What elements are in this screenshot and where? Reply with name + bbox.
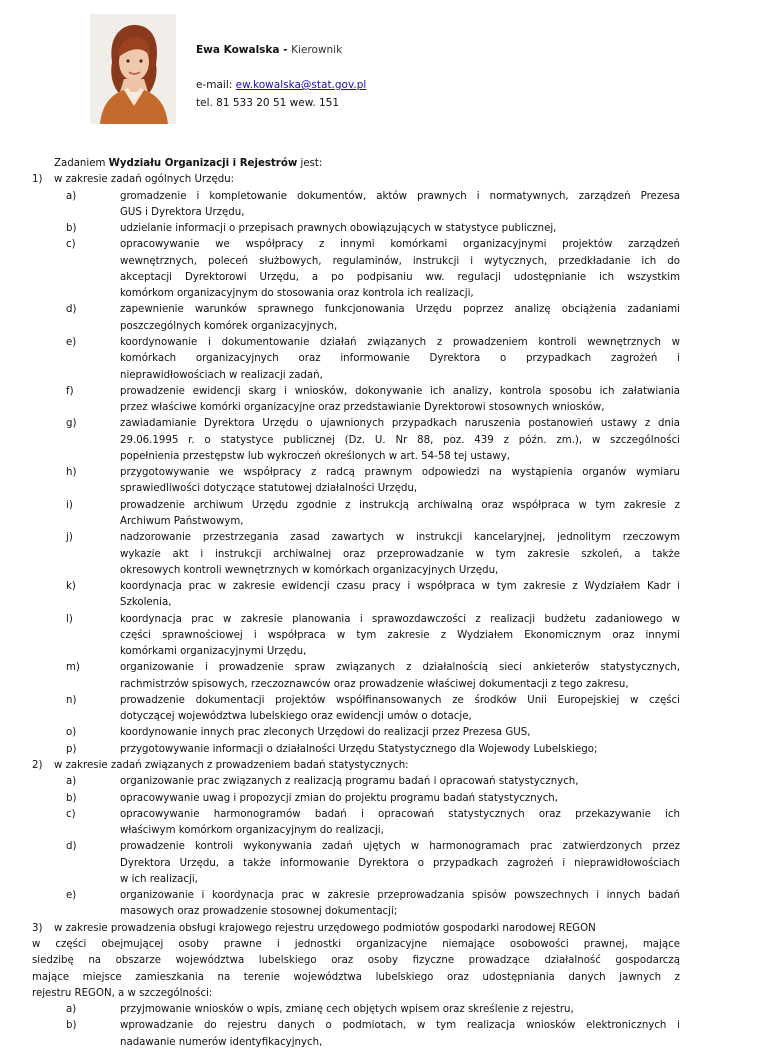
list-item-label: g) xyxy=(66,418,77,430)
list-item-label: m) xyxy=(66,662,80,674)
list-item-label: i) xyxy=(66,499,73,511)
list-item-text: prowadzenie kontroli wykonywania zadań ujętych w harmonogramach prac zatwierdzonych przez xyxy=(120,841,680,853)
list-item-text: gromadzenie i kompletowanie dokumentów, aktów prawnych i normatywnych, zarządzeń Prezesa xyxy=(120,190,680,202)
list-item-label: b) xyxy=(66,792,77,804)
list-item-text: prowadzenie dokumentacji projektów współfinansowanych ze środków Unii Europejskiej w części xyxy=(120,694,680,706)
email-link[interactable]: ew.kowalska@stat.gov.pl xyxy=(235,79,367,91)
list-item-text: udzielanie informacji o przepisach prawnych obowiązujących w statystyce publicznej, xyxy=(120,223,557,235)
list-item-text: komórkom organizacyjnym do stosowania oraz kontrola ich realizacji, xyxy=(120,288,474,300)
list-item-text: zapewnienie warunków sprawnego funkcjonowania Urzędu poprzez analizę obciążenia zadaniami xyxy=(120,304,680,316)
list-item-text: dotyczącej województwa lubelskiego oraz ewidencji umów o dotacje, xyxy=(120,711,472,723)
list-item-text: prowadzenie ewidencji skarg i wniosków, dokonywanie ich analizy, kontrola sposobu ich załatwiania xyxy=(120,385,680,397)
list-item-text: nieprawidłowościach w realizacji zadań, xyxy=(120,369,323,381)
contact-name-line xyxy=(196,44,342,57)
paragraph-text: w części obejmującej osoby prawne i jednostki organizacyjne niemające osobowości prawnej, mające xyxy=(32,939,680,950)
list-item-label: c) xyxy=(66,808,76,820)
list-item-label: k) xyxy=(66,581,76,592)
list-item-text: organizowanie prac związanych z realizacją programu badań i opracowań statystycznych, xyxy=(120,776,579,788)
list-item-text: wykazie akt i instrukcji archiwalnej oraz przeprowadzanie w tym zakresie szkoleń, a także xyxy=(120,548,680,560)
paragraph-text: mające miejsce zamieszkania na terenie województwa lubelskiego oraz udostępniania danych jawnych z xyxy=(32,971,680,983)
list-item-text: części sprawnościowej i współpraca w tym zakresie z Wydziałem Ekonomicznym oraz innymi xyxy=(120,629,680,641)
list-item-text: w ich realizacji, xyxy=(120,873,198,885)
list-item-label: f) xyxy=(66,385,74,397)
list-item-text: GUS i Dyrektora Urzędu, xyxy=(120,206,245,218)
list-item-label: l) xyxy=(66,613,73,625)
list-item-label: a) xyxy=(66,1004,77,1015)
list-item-text: opracowywanie harmonogramów badań i opracowań statystycznych oraz przekazywanie ich xyxy=(120,808,680,820)
list-item-text: opracowywanie uwag i propozycji zmian do projektu programu badań statystycznych, xyxy=(120,792,558,804)
list-item-label: e) xyxy=(66,890,77,902)
list-item-label: b) xyxy=(66,223,77,235)
list-item-label: j) xyxy=(66,532,73,544)
list-item-label: d) xyxy=(66,304,77,316)
department-name: Wydziału Organizacji i Rejestrów xyxy=(108,158,298,169)
list-item-text: przez właściwe komórki organizacyjne oraz przedstawianie Dyrektorowi stosownych wniosków, xyxy=(120,402,605,413)
list-item-label: c) xyxy=(66,239,76,251)
list-item-text: akceptacji Dyrektorowi Urzędu, a po podpisaniu ww. regulacji udostępnianie ich wszystkim xyxy=(120,271,680,283)
contact-email-line xyxy=(196,79,366,92)
section-label: 3) xyxy=(32,922,43,934)
list-item-text: koordynowanie innych prac zleconych Urzędowi do realizacji przez Prezesa GUS, xyxy=(120,727,531,739)
list-item-text: rachmistrzów spisowych, rzeczoznawców oraz prowadzenie właściwej dokumentacji z tego zakresu, xyxy=(120,678,629,690)
email-label: e-mail: xyxy=(196,79,236,91)
list-item-text: organizowanie i koordynacja prac w zakresie przeprowadzania spisów powszechnych i innych badań xyxy=(120,890,680,902)
list-item-text: właściwym komórkom organizacyjnym do realizacji, xyxy=(120,825,384,837)
person-role: Kierownik xyxy=(291,44,343,56)
profile-photo xyxy=(90,14,176,124)
list-item-label: p) xyxy=(66,743,77,755)
list-item-text: masowych oraz prowadzenie stosownej dokumentacji; xyxy=(120,906,398,918)
list-item-label: e) xyxy=(66,337,77,348)
list-item-text: okresowych kontroli wewnętrznych w komórkach organizacyjnych Urzędu, xyxy=(120,564,499,576)
list-item-text: prowadzenie archiwum Urzędu zgodnie z instrukcją archiwalną oraz współpraca w tym zakresie z xyxy=(120,499,680,511)
list-item-text: 29.06.1995 r. o statystyce publicznej (Dz. U. Nr 88, poz. 439 z późn. zm.), w szczególności xyxy=(120,434,680,446)
list-item-text: koordynowanie i dokumentowanie działań związanych z prowadzeniem kontroli wewnętrznych w xyxy=(120,337,680,348)
list-item-text: koordynacja prac w zakresie ewidencji czasu pracy i współpraca w tym zakresie z Wydziałem Kadr i xyxy=(120,581,680,592)
paragraph-text: rejestru REGON, a w szczególności: xyxy=(32,987,213,999)
list-item-text: popełnienia przestępstw lub wykroczeń określonych w art. 54-58 tej ustawy, xyxy=(120,450,510,462)
section-label: 1) xyxy=(32,174,43,186)
list-item-text: przygotowywanie informacji o działalności Urzędu Statystycznego dla Wojewody Lubelskiego; xyxy=(120,743,598,755)
list-item-label: a) xyxy=(66,190,77,202)
list-item-text: komórkami organizacyjnymi Urzędu, xyxy=(120,646,307,658)
list-item-text: sprawiedliwości dotyczące statutowej działalności Urzędu, xyxy=(120,483,418,495)
list-item-text: organizowanie i prowadzenie spraw związanych z działalnością sieci ankieterów statystycznych, xyxy=(120,662,680,674)
list-item-text: przygotowywanie we współpracy z radcą prawnym odpowiedzi na wystąpienia organów wymiaru xyxy=(120,467,680,479)
list-item-text: nadzorowanie przestrzegania zasad zawartych w instrukcji kancelaryjnej, jednolitym rzeczowym xyxy=(120,532,680,544)
list-item-text: opracowywanie we współpracy z innymi komórkami organizacyjnymi projektów zarządzeń xyxy=(120,239,680,251)
list-item-text: komórkach organizacyjnych oraz informowanie Dyrektora o przypadkach zagrożeń i xyxy=(120,353,680,365)
list-item-label: o) xyxy=(66,727,77,739)
contact-phone: tel. 81 533 20 51 wew. 151 xyxy=(196,97,340,109)
list-item-text: zawiadamianie Dyrektora Urzędu o ujawnionych przypadkach naruszenia postanowień ustawy z dnia xyxy=(120,418,680,430)
list-item-label: a) xyxy=(66,776,77,788)
list-item-label: n) xyxy=(66,694,77,706)
paragraph-text: siedzibę na obszarze województwa lubelskiego oraz osoby fizyczne prowadzące działalność gospodarczą xyxy=(32,955,680,967)
list-item-text: Archiwum Państwowym, xyxy=(120,515,244,527)
list-item-text: wprowadzanie do rejestru danych o podmiotach, w tym realizacja wniosków elektronicznych i xyxy=(120,1020,680,1032)
intro-suffix: jest: xyxy=(297,158,323,169)
name-separator: - xyxy=(279,44,292,56)
list-item-text: Szkolenia, xyxy=(120,597,172,609)
intro-prefix: Zadaniem xyxy=(54,158,109,169)
list-item-label: h) xyxy=(66,467,77,479)
intro-text xyxy=(54,156,322,172)
list-item-text: Dyrektora Urzędu, a także informowanie Dyrektora o przypadkach zagrożeń i nieprawidłowościach xyxy=(120,857,680,869)
section-title: w zakresie zadań związanych z prowadzeniem badań statystycznych: xyxy=(54,760,409,771)
list-item-text: przyjmowanie wniosków o wpis, zmianę cech objętych wpisem oraz skreślenie z rejestru, xyxy=(120,1004,574,1015)
list-item-label: d) xyxy=(66,841,77,853)
section-label: 2) xyxy=(32,760,43,771)
section-title: w zakresie zadań ogólnych Urzędu: xyxy=(54,174,235,186)
section-title: w zakresie prowadzenia obsługi krajowego rejestru urzędowego podmiotów gospodarki narodowej REGON xyxy=(54,922,596,934)
list-item-text: nadawanie numerów identyfikacyjnych, xyxy=(120,1036,323,1048)
list-item-text: poszczególnych komórek organizacyjnych, xyxy=(120,320,338,332)
list-item-text: wewnętrznych, poleceń służbowych, regulaminów, instrukcji i wytycznych, przedkładanie ich do xyxy=(120,255,680,267)
portrait-image xyxy=(90,14,176,124)
list-item-label: b) xyxy=(66,1020,77,1032)
list-item-text: koordynacja prac w zakresie planowania i sprawozdawczości z realizacji budżetu zadaniowego w xyxy=(120,613,680,625)
person-name: Ewa Kowalska xyxy=(196,44,280,56)
